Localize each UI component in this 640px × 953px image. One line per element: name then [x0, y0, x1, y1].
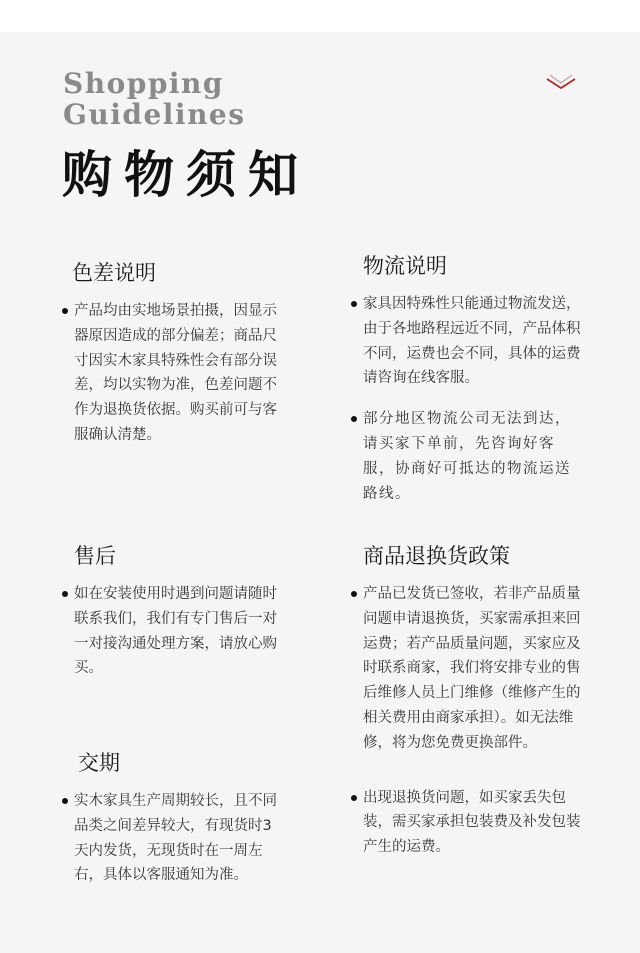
section-title-delivery: 交期: [78, 751, 120, 775]
bullet-returns-1: 产品已发货已签收，若非产品质量问题申请退换货，买家需承担来回运费；若产品质量问题，买家应及时联系商家，我们将安排专业的售后维修人员上门维修（维修产生的相关费用由商家承担）。如无法维修，将为您免费更换部件。: [351, 582, 583, 756]
section-after-sales: [62, 542, 278, 681]
english-title-line-1: Shopping: [63, 67, 224, 100]
section-title-after-sales: 售后: [74, 544, 116, 568]
double-chevron-down-icon: [546, 74, 576, 94]
section-title-color-difference: 色差说明: [72, 261, 156, 285]
bullet-color-difference-1: 产品均由实地场景拍摄，因显示器原因造成的部分偏差；商品尺寸因实木家具特殊性会有部分误差，均以实物为准，色差问题不作为退换货依据。购买前可与客服确认清楚。: [62, 299, 278, 448]
section-title-returns-policy: 商品退换货政策: [363, 544, 510, 568]
section-returns-policy: [351, 542, 583, 860]
bullet-logistics-2: 部分地区物流公司无法到达，请买家下单前，先咨询好客服，协商好可抵达的物流运送路线。: [351, 407, 583, 506]
bullet-returns-2: 出现退换货问题，如买家丢失包装，需买家承担包装费及补发包装产生的运费。: [351, 786, 583, 860]
section-delivery: [62, 749, 278, 888]
section-logistics: [351, 252, 583, 506]
bullet-logistics-1: 家具因特殊性只能通过物流发送，由于各地路程远近不同，产品体积不同，运费也会不同，具体的运费请咨询在线客服。: [351, 292, 583, 391]
section-color-difference: [62, 259, 278, 448]
section-title-logistics: 物流说明: [363, 254, 447, 278]
chinese-title: 购物须知: [62, 145, 310, 204]
bullet-after-sales-1: 如在安装使用时遇到问题请随时联系我们，我们有专门售后一对一对接沟通处理方案，请放心购买。: [62, 582, 278, 681]
english-title-line-2: Guidelines: [63, 98, 246, 131]
english-title: [63, 68, 246, 130]
bullet-delivery-1: 实木家具生产周期较长，且不同品类之间差异较大，有现货时3天内发货，无现货时在一周左右，具体以客服通知为准。: [62, 789, 278, 888]
